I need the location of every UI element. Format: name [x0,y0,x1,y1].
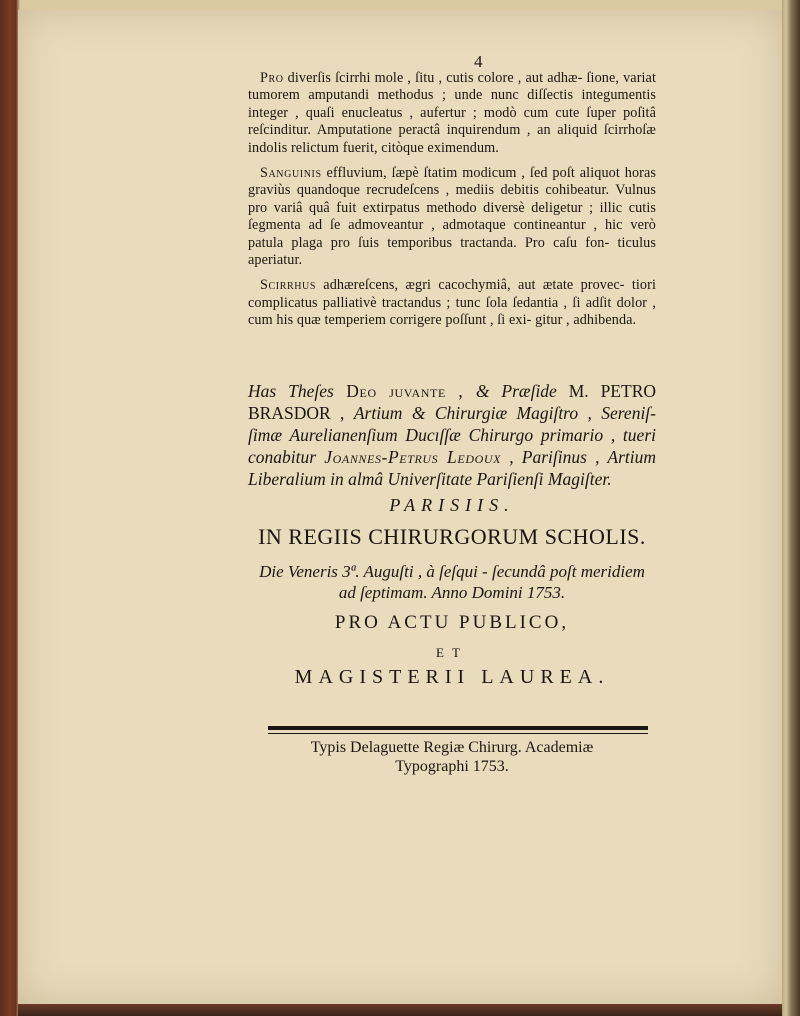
pro-actu-heading: PRO ACTU PUBLICO, [334,612,570,633]
page-edge-bottom [18,1004,782,1016]
paragraph-body: adhæreſcens, ægri cacochymiâ, aut ætate provec- tiori complicatus palliativè tractandus ; tunc ſola ſedantia , ſi adſit dolor , cum his quæ temperiem corrigere poſſunt , ſi exi- gitur , adhibenda. [248,277,656,329]
magisterii-heading: MAGISTERII LAUREA. [294,666,610,688]
body-text [248,70,656,338]
printer-rule-thin [268,733,648,734]
page-number: 4 [474,52,483,71]
paragraph-body: diverſis ſcirrhi mole , ſitu , cutis colore , aut adhæ- ſione, variat tumorem amputandi methodus ; unde nunc diſſectis integumentis integer , quaſi enucleatus , aufertur ; modò cum cute ſuper poſitâ reſcinditur. Amputatione peractâ inquirendum , an aliquid ſcirrhoſæ indolis relictum fuerit, citòque eximendum. [248,70,656,156]
place-heading: PARISIIS. [389,495,515,515]
thesis-statement [248,380,656,490]
paragraph-lead: Sanguinis [260,165,322,182]
thesis-part: Has Theſes [248,381,334,401]
paragraph-pro [248,70,656,157]
date-line: Die Veneris 3ª. Auguſti , à ſeſqui - ſecundâ poſt meridiem [259,562,645,581]
thesis-part: Joannes-Petrus Ledoux [324,447,502,467]
imprint-line: Typis Delaguette Regiæ Chirurg. Academiæ [310,739,594,756]
thesis-part: Artium & Chirurgiæ Magiſtro , Sereniſ- ſimæ Aurelianenſium Ducıſſæ Chirurgo primario , tueri conabitur [248,403,656,467]
thesis-part: , Pariſinus , Artium Liberalium in almâ Univerſitate Pariſienſi Magiſter. [248,447,656,489]
thesis-part: Deo juvante , [333,381,476,401]
printer-imprint [248,738,656,776]
venue-heading: IN REGIIS CHIRURGORUM SCHOLIS. [258,524,646,549]
date-block [248,561,656,603]
page-edge-right [782,0,800,1016]
et-heading: ET [436,645,468,660]
thesis-part: M. PETRO BRASDOR , [248,381,656,423]
imprint-line: Typographi 1753. [395,758,509,775]
paragraph-sanguinis [248,165,656,269]
thesis-part: & Præſide [475,381,557,401]
paragraph-lead: Pro [260,70,284,86]
printer-rule-thick [268,726,648,730]
paragraph-lead: Scirrhus [260,277,317,294]
paragraph-scirrhus [248,277,656,329]
date-line: ad ſeptimam. Anno Domini 1753. [338,583,566,602]
paragraph-body: effluvium, ſæpè ſtatim modicum , ſed poſt aliquot horas graviùs quandoque recrudeſcens , mediis debitis cohibeatur. Vulnus pro variâ quâ fuit extirpatus methodo diversè deligetur ; illic cutis ſegmenta ad ſe admoveantur , admotaque contineantur , hic verò patula plaga pro ſuis temporibus tractanda. Pro caſu fon- ticulus aperiatur. [248,165,656,269]
